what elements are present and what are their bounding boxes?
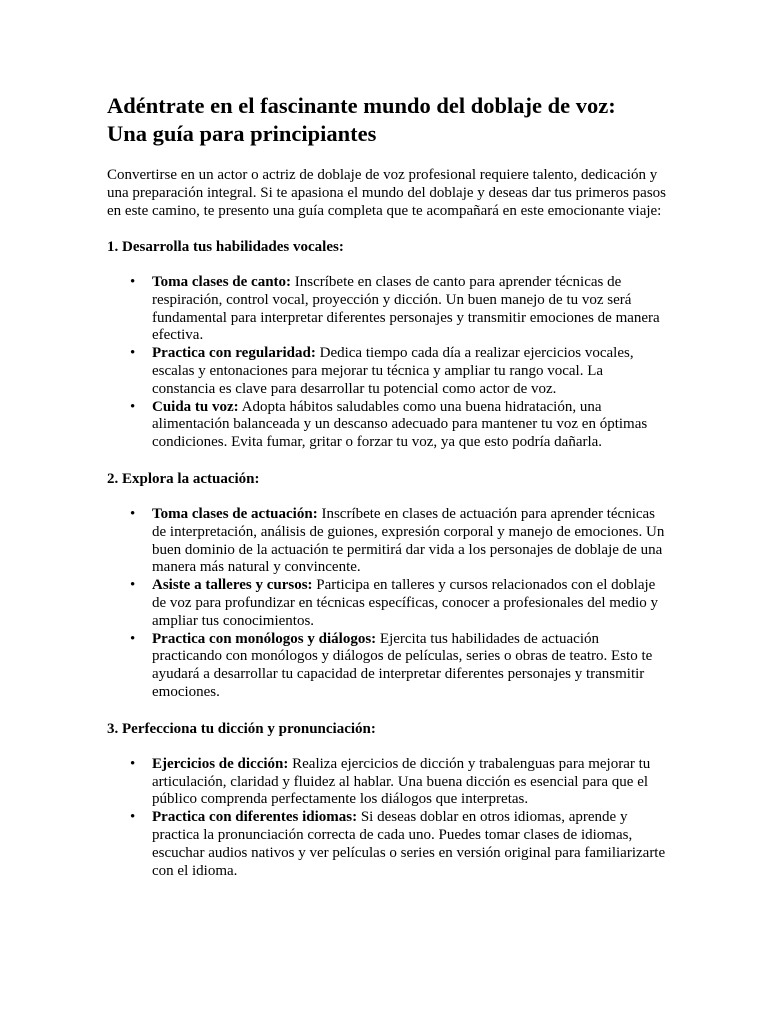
list-item-term: Ejercicios de dicción: — [152, 755, 289, 772]
list-item-term: Toma clases de actuación: — [152, 505, 318, 522]
list-item-term: Asiste a talleres y cursos: — [152, 577, 313, 594]
bullet-icon: • — [130, 809, 136, 826]
title-line-1: Adéntrate en el fascinante mundo del doblaje de voz: — [107, 93, 616, 118]
bullet-icon: • — [130, 345, 136, 362]
list-item-text: Si deseas doblar en otros idiomas, aprende y practica la pronunciación correcta de cada uno. Puedes tomar clases de idiomas, escuchar audios nativos y ver películas o series en versión original para familiarizarte con el idioma. — [152, 809, 666, 879]
list-item-term: Toma clases de canto: — [152, 274, 292, 290]
list-item-text: Participa en talleres y cursos relacionados con el doblaje de voz para profundizar en técnicas específicas, conocer a profesionales del medio y ampliar tus conocimientos. — [152, 577, 659, 629]
list-item-term: Practica con regularidad: — [152, 345, 316, 362]
list-item — [130, 755, 668, 809]
list-item-text: Inscríbete en clases de actuación para aprender técnicas de interpretación, análisis de guiones, expresión corporal y manejo de emociones. Un buen dominio de la actuación te permitirá dar vida a los personajes de doblaje de una manera más natural y convincente. — [152, 505, 665, 576]
section-heading: 1. Desarrolla tus habilidades vocales: — [107, 239, 344, 255]
title-line-2: Una guía para principiantes — [107, 121, 377, 146]
bullet-icon: • — [130, 630, 136, 647]
list-item — [130, 345, 668, 398]
bullet-list — [107, 506, 668, 702]
list-item-text: Adopta hábitos saludables como una buena hidratación, una alimentación balanceada y un descanso adecuado para mantener tu voz en óptimas condiciones. Evita fumar, gritar o forzar tu voz, ya que esto podría dañarla. — [152, 398, 648, 451]
list-item-text: Ejercita tus habilidades de actuación practicando con monólogos y diálogos de películas, series o obras de teatro. Esto te ayudará a desarrollar tu capacidad de interpretar diferentes personajes y transmitir emociones. — [152, 630, 653, 700]
list-item — [130, 630, 668, 702]
list-item-text: Inscríbete en clases de canto para aprender técnicas de respiración, control vocal, proyección y dicción. Un buen manejo de tu voz será fundamental para interpretar diferentes personajes y transmitir emociones de manera efectiva. — [152, 274, 660, 344]
list-item-term: Cuida tu voz: — [152, 398, 239, 415]
bullet-icon: • — [130, 398, 136, 415]
bullet-list — [107, 756, 668, 881]
list-item-text: Dedica tiempo cada día a realizar ejercicios vocales, escalas y entonaciones para mejorar tu técnica y ampliar tu rango vocal. La constancia es clave para desarrollar tu potencial como actor de voz. — [152, 345, 634, 397]
list-item — [130, 274, 668, 345]
list-item-term: Practica con diferentes idiomas: — [152, 809, 358, 826]
list-item — [130, 577, 668, 630]
list-item — [130, 398, 668, 452]
list-item — [130, 809, 668, 880]
list-item — [130, 505, 668, 577]
bullet-list — [107, 274, 668, 452]
bullet-icon: • — [130, 755, 136, 772]
intro-paragraph: Convertirse en un actor o actriz de doblaje de voz profesional requiere talento, dedicación y una preparación integral. Si te apasiona el mundo del doblaje y deseas dar tus primeros pasos en este camino, te presento una guía completa que te acompañará en este emocionante viaje: — [107, 167, 666, 219]
bullet-icon: • — [130, 577, 136, 594]
bullet-icon: • — [130, 505, 136, 522]
section-heading: 3. Perfecciona tu dicción y pronunciación: — [107, 720, 376, 737]
list-item-term: Practica con monólogos y diálogos: — [152, 630, 377, 647]
bullet-icon: • — [130, 274, 136, 290]
section-heading: 2. Explora la actuación: — [107, 470, 260, 487]
list-item-text: Realiza ejercicios de dicción y trabalenguas para mejorar tu articulación, claridad y fluidez al hablar. Una buena dicción es esencial para que el público comprenda perfectamente los diálogos que interpretas. — [152, 755, 651, 808]
document-title — [107, 92, 668, 148]
